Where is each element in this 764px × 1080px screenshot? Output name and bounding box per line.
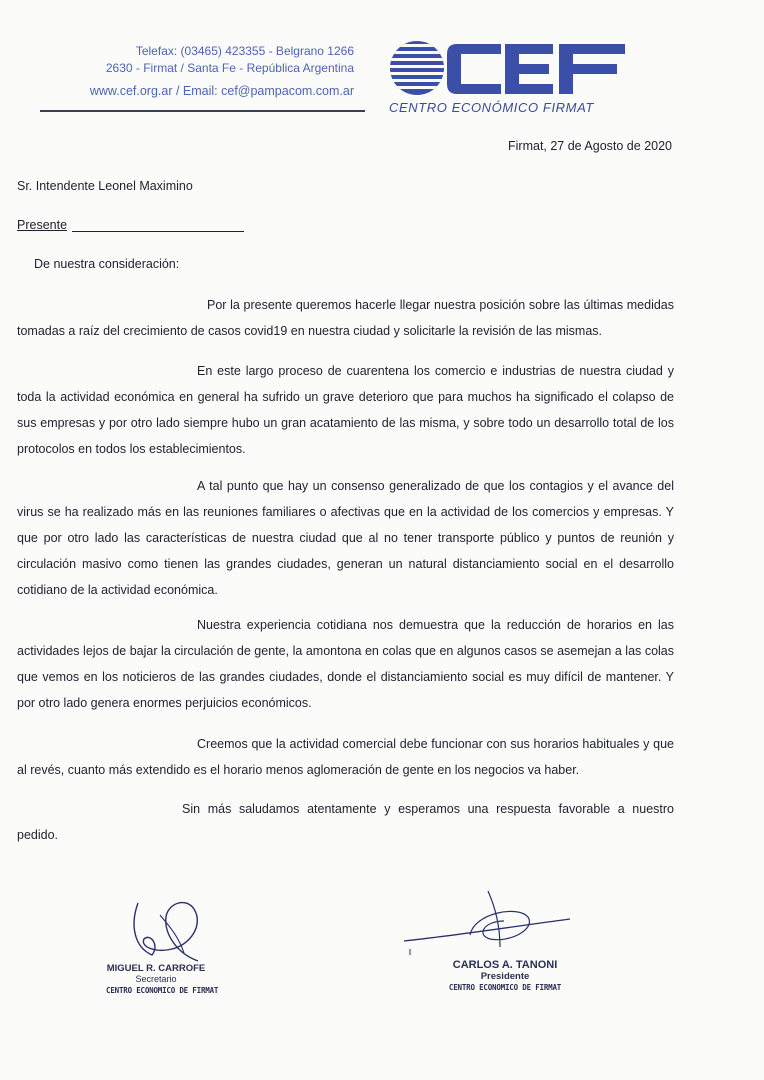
paragraph-5-text: Creemos que la actividad comercial debe funcionar con sus horarios habituales y que al revés, cuanto más extendido es el horario menos aglomeración de gente en los negocios va haber.: [17, 737, 674, 777]
signature-left-scribble: [120, 895, 220, 970]
paragraph-4-text: Nuestra experiencia cotidiana nos demuestra que la reducción de horarios en las actividades lejos de bajar la circulación de gente, la amontona en colas que en algunos casos se asemejan a las colas que vemos en los noticieros de las grandes ciudades, donde el distanciamiento social es muy difícil de mantener. Y por otro lado genera enormes perjuicios económicos.: [17, 618, 674, 710]
signature-block-president: [440, 960, 570, 993]
signer-name: CARLOS A. TANONI: [452, 959, 558, 971]
web-email-line: www.cef.org.ar / Email: cef@pampacom.com.ar: [89, 84, 354, 98]
paragraph-6: [17, 796, 674, 848]
paragraph-2: [17, 358, 674, 462]
signature-right-scribble: [400, 885, 575, 960]
signer-org: CENTRO ECONOMICO DE FIRMAT: [106, 986, 219, 995]
logo-subtitle: CENTRO ECONÓMICO FIRMAT: [389, 100, 594, 115]
recipient: Sr. Intendente Leonel Maximino: [17, 179, 193, 193]
signer-org: CENTRO ECONOMICO DE FIRMAT: [448, 983, 562, 992]
signer-role: Presidente: [480, 971, 530, 982]
paragraph-5: [17, 731, 674, 783]
header-divider: [40, 110, 365, 112]
signature-block-secretary: [106, 963, 219, 996]
paragraph-1-text: Por la presente queremos hacerle llegar nuestra posición sobre las últimas medidas tomadas a raíz del crecimiento de casos covid19 en nuestra ciudad y solicitarle la revisión de las mismas.: [17, 298, 674, 338]
letter-date: Firmat, 27 de Agosto de 2020: [508, 139, 672, 153]
phone-address-line: Telefax: (03465) 423355 - Belgrano 1266: [135, 44, 354, 58]
signer-name: MIGUEL R. CARROFE: [106, 963, 206, 974]
city-line: 2630 - Firmat / Santa Fe - República Argentina: [105, 61, 354, 75]
presente-label: Presente: [17, 218, 68, 232]
paragraph-4: [17, 612, 674, 716]
signer-role: Secretario: [135, 974, 177, 984]
salutation: De nuestra consideración:: [34, 257, 180, 271]
paragraph-2-text: En este largo proceso de cuarentena los comercio e industrias de nuestra ciudad y toda la actividad económica en general ha sufrido un grave deterioro que para muchos ha significado el colapso de sus empresas y por otro lado siempre hubo un gran acatamiento de las misma, y sobre todo un desarrollo total de los protocolos en todos los establecimientos.: [17, 364, 674, 456]
paragraph-1: [17, 292, 674, 344]
contact-block: [90, 43, 354, 100]
paragraph-3-text: A tal punto que hay un consenso generalizado de que los contagios y el avance del virus se ha realizado más en las reuniones familiares o afectivas que en la actividad de los comercios y empresas. Y que por otro lado las características de nuestra ciudad que al no tener transporte público y puntos de reunión y circulación masivo como tienen las grandes ciudades, generan un natural distanciamiento social en el desarrollo cotidiano de la actividad económica.: [17, 479, 674, 597]
paragraph-3: [17, 473, 674, 603]
presente-underline: [72, 231, 244, 232]
paragraph-6-text: Sin más saludamos atentamente y esperamos una respuesta favorable a nuestro pedido.: [17, 802, 674, 842]
striped-circle-icon: [387, 40, 447, 100]
